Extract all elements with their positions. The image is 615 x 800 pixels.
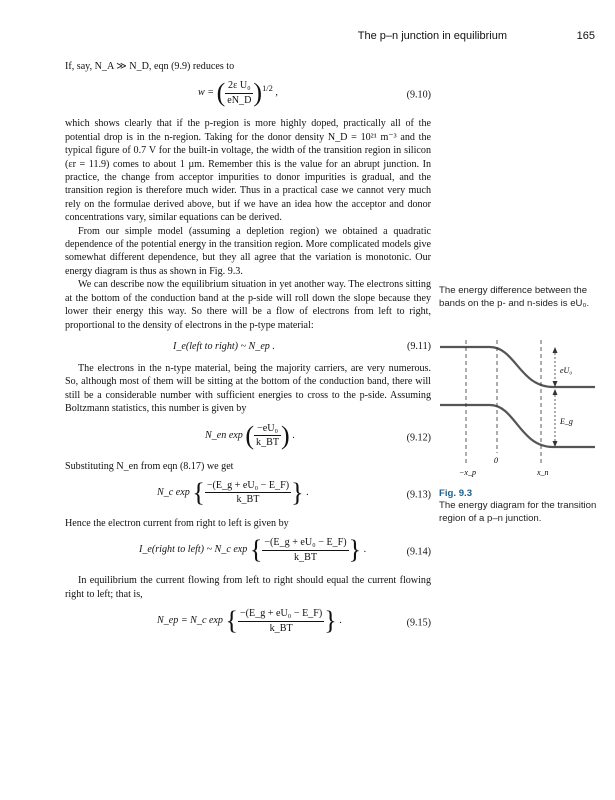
eq5-tail: . (363, 544, 367, 556)
eq5-number: (9.14) (406, 546, 431, 558)
paragraph-1: If, say, N_A ≫ N_D, eqn (9.9) reduces to (65, 61, 235, 72)
equation-9-11 (65, 338, 431, 356)
eq1-number: (9.10) (406, 89, 431, 101)
eq4-lhs: N_c exp (157, 487, 190, 499)
eq3-tail: . (292, 429, 295, 441)
paragraph-2: which shows clearly that if the p-region is more highly doped, practically all of the potential drop is in the n-region. Taking for the donor density N_D = 10²¹ m⁻³ and the typical figure of 0.7 V for the built-in voltage, the width of the transition region in silicon (εr = 11.9) comes to about 1 µm. Remember this is the value for an abrupt junction. In practice, the change from acceptor impurities to donor impurities is gradual, and the transition region is therefore much wider. Thus in a practical case we cannot very much rely on the formulae derived above, but if we have an idea how the acceptor and donor concentrations vary, similar equations can be derived. (65, 118, 431, 224)
figure-label: Fig. 9.3 (439, 488, 473, 499)
eq4-denominator: k_BT (236, 494, 260, 506)
label-zero: 0 (494, 456, 498, 465)
eq3-lhs: N_en exp (205, 429, 243, 441)
eq3-denominator: k_BT (256, 436, 280, 448)
eq5-lhs: I_e(right to left) ~ N_c exp (139, 544, 248, 556)
eq1-exponent: 1/2 (262, 84, 273, 94)
equation-9-15: N_ep = N_c exp { $\frac{\text{−(E\_g + eU₀ − E\_F)}}{k\_BT}$ } . (9.15) (157, 606, 431, 636)
eq6-number: (9.15) (406, 617, 431, 629)
label-eU0: eU₀ (560, 366, 573, 375)
paragraph-7: Hence the electron current from right to left is given by (65, 517, 289, 529)
equation-9-12: N_en exp ( $\frac{\text{−eU₀}}{k\_BT}$ ) . (9.12) (205, 420, 431, 450)
paragraph-8: In equilibrium the current flowing from left to right should equal the current flowing right to left; that is, (65, 575, 431, 600)
margin-note: The energy difference between the bands on the p- and n-sides is eU₀. (439, 285, 590, 309)
paragraph-5: The electrons in the n-type material, being the majority carriers, are very numerous. So, although most of them will be sitting at the bottom of the conduction band, there will still be a considerable number with sufficient energies to cross to the p-side. Assuming Boltzmann statistics, this number is given by (65, 362, 431, 415)
eq1-numerator: 2ε U₀ (225, 79, 253, 93)
label-Eg: E_g (560, 417, 573, 426)
eq6-numerator: −(E_g + eU₀ − E_F) (238, 607, 324, 621)
eq4-numerator: −(E_g + eU₀ − E_F) (205, 479, 291, 493)
page-number: 165 (576, 30, 595, 42)
eq5-denominator: k_BT (294, 551, 317, 563)
eq3-number: (9.12) (406, 431, 431, 443)
eu0-arrow-top (553, 347, 558, 353)
figure-caption: The energy diagram for the transition region of a p–n junction. (439, 500, 597, 524)
equation-9-14: I_e(right to left) ~ N_c exp { $\frac{\text{−(E\_g + eU₀ − E\_F)}}{k\_BT}$ } . (9.14) (139, 535, 431, 565)
eq2-number: (9.11) (406, 340, 431, 352)
eg-arrow-top (553, 389, 558, 395)
running-title: The p–n junction in equilibrium (357, 30, 507, 42)
valence-band-curve (440, 405, 595, 447)
label-neg-xp: −x_p (459, 468, 476, 477)
eq1-tail: , (275, 87, 278, 99)
main-column (65, 60, 431, 645)
eq5-numerator: −(E_g + eU₀ − E_F) (262, 536, 348, 550)
energy-diagram (435, 335, 600, 485)
eq1-denominator: eN_D (227, 94, 252, 106)
paragraph-6: Substituting N_en from eqn (8.17) we get (65, 460, 234, 472)
label-xn: x_n (537, 468, 549, 477)
eq2-body: I_e(left to right) ~ N_ep . (173, 340, 275, 352)
eq6-tail: . (339, 615, 342, 627)
equation-9-10: w = ( $\frac{\text{2ε U₀}}{eN\_D}$ )$^{1/2}$ , (9.10) (198, 78, 431, 108)
paragraph-4: We can describe now the equilibrium situation in yet another way. The electrons sitting at the bottom of the conduction band at the p-side will roll down the slope because they lower their energy this way. So there will be a flow of electrons from left to right, proportional to the density of electrons in the p-type material: (65, 279, 431, 331)
paragraph-3: From our simple model (assuming a depletion region) we obtained a quadratic dependence of the potential energy in the transition region. More complicated models give somewhat different dependence, but they all agree that the variation is monotonic. Our energy diagram is thus as shown in Fig. 9.3. (65, 225, 431, 277)
eq6-denominator: k_BT (269, 622, 293, 634)
running-header (0, 30, 615, 46)
equation-9-13: N_c exp { $\frac{\text{−(E\_g + eU₀ − E\_F)}}{k\_BT}$ } . (9.13) (157, 477, 431, 507)
eq6-lhs: N_ep = N_c exp (157, 615, 223, 627)
eq3-numerator: −eU₀ (254, 422, 281, 436)
eq1-lhs: w = (198, 87, 215, 99)
eq4-tail: . (306, 487, 309, 499)
eq4-number: (9.13) (406, 489, 431, 501)
